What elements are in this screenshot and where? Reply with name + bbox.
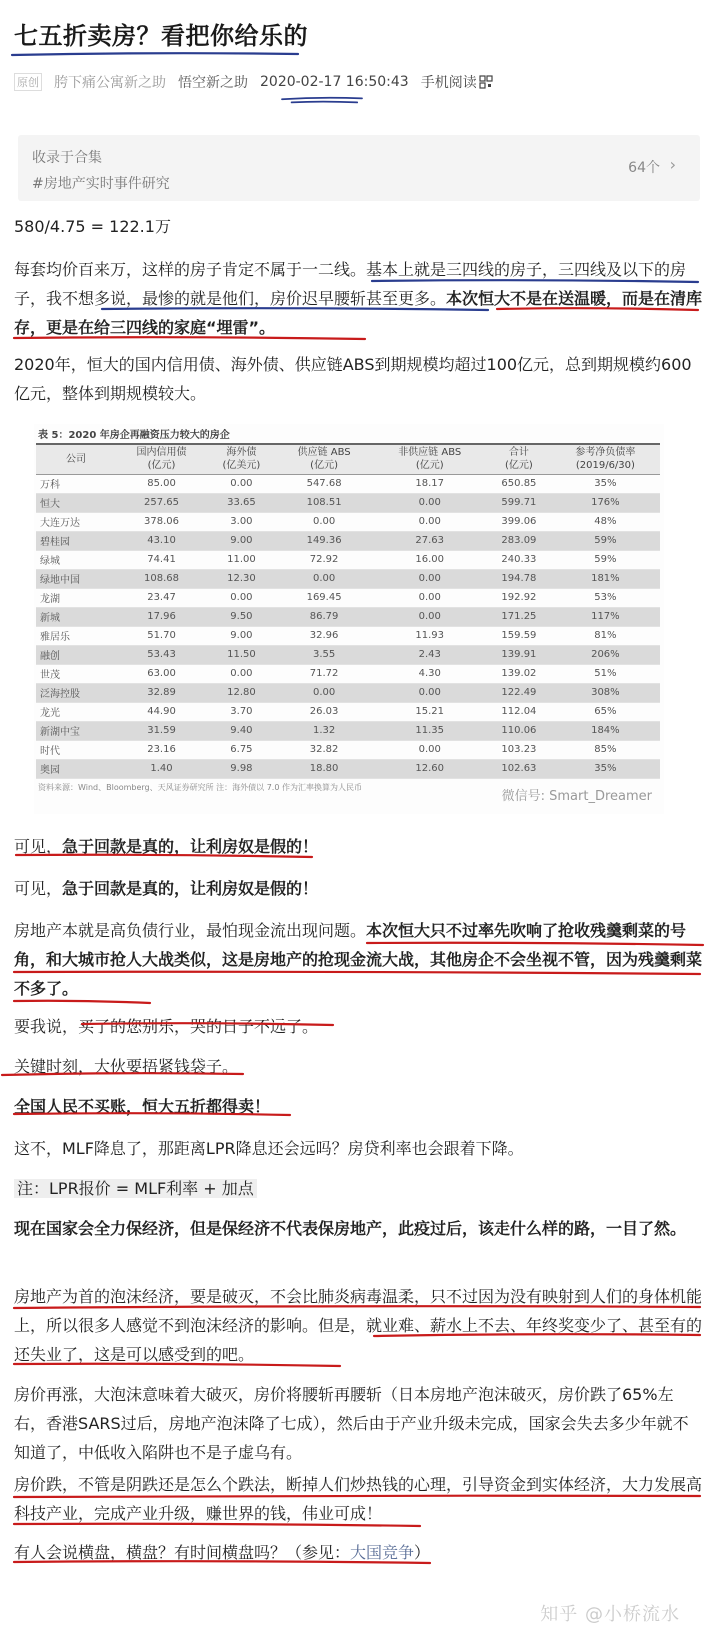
table-cell: 6.75 <box>207 740 276 759</box>
link-great-power-competition[interactable]: 大国竞争 <box>350 1543 415 1562</box>
table-cell: 23.16 <box>116 740 207 759</box>
table-cell: 117% <box>551 607 660 626</box>
table-cell: 547.68 <box>276 474 373 493</box>
table-header-cell: 国内信用债 (亿元) <box>116 444 207 474</box>
table-header-cell: 合计 (亿元) <box>487 444 551 474</box>
table-cell: 102.63 <box>487 759 551 778</box>
table-cell: 35% <box>551 474 660 493</box>
table-cell-company: 奥园 <box>36 759 116 778</box>
table-cell: 9.00 <box>207 626 276 645</box>
underline-price-fall-1 <box>12 1492 702 1500</box>
table-cell: 192.92 <box>487 588 551 607</box>
table-row <box>36 740 660 759</box>
table-cell: 59% <box>551 531 660 550</box>
table-cell: 283.09 <box>487 531 551 550</box>
table-cell-company: 雅居乐 <box>36 626 116 645</box>
table-cell: 53.43 <box>116 645 207 664</box>
table-cell: 12.80 <box>207 683 276 702</box>
table-cell: 23.47 <box>116 588 207 607</box>
table-cell: 0.00 <box>372 512 487 531</box>
paragraph-price-rise: 房价再涨，大泡沫意味着大破灭，房价将腰斩再腰斩（日本房地产泡沫破灭，房价跌了65%左右，香港SARS过后，房地产泡沫降了七成），然后由于产业升级未完成，国家会失去多少年就不知道了，中低收入陷阱也不是子虚乌有。 <box>14 1385 689 1462</box>
table-cell: 53% <box>551 588 660 607</box>
table-cell: 33.65 <box>207 493 276 512</box>
account-name[interactable]: 胯下痛公寓新之助 <box>54 75 166 91</box>
underline-bubble-2 <box>372 1331 702 1339</box>
table-cell: 9.40 <box>207 721 276 740</box>
paragraph-conclusion-2 <box>14 874 704 903</box>
table-cell-company: 融创 <box>36 645 116 664</box>
cashflow-bold: 本次恒大只不过率先吹响了抢收残羹剩菜的号角，和大城市抢人大战类似，这是房地产的抢现金流大战，其他房企不会坐视不管，因为残羹剩菜不多了。 <box>14 921 703 998</box>
mobile-read-link[interactable] <box>421 72 493 92</box>
collection-card[interactable] <box>18 135 700 201</box>
table-cell: 139.02 <box>487 664 551 683</box>
table-cell: 12.30 <box>207 569 276 588</box>
table-cell: 11.35 <box>372 721 487 740</box>
cashflow-text: 房地产本就是高负债行业，最怕现金流出现问题。 <box>14 921 367 940</box>
publish-date: 2020-02-17 16:50:43 <box>260 74 409 90</box>
table-row <box>36 569 660 588</box>
underline-cashflow-2 <box>12 968 702 976</box>
table-row <box>36 702 660 721</box>
table-cell: 65% <box>551 702 660 721</box>
table-header-row <box>36 444 660 474</box>
financing-table <box>36 443 660 779</box>
table-cell: 2.43 <box>372 645 487 664</box>
table-cell: 48% <box>551 512 660 531</box>
table-cell: 9.98 <box>207 759 276 778</box>
article-meta <box>14 72 493 92</box>
paragraph-wallet: 关键时刻，大伙要捂紧钱袋子。 <box>14 1057 239 1076</box>
table-cell: 103.23 <box>487 740 551 759</box>
table-cell: 171.25 <box>487 607 551 626</box>
table-cell: 0.00 <box>276 569 373 588</box>
table-cell: 59% <box>551 550 660 569</box>
table-cell: 85.00 <box>116 474 207 493</box>
table-cell: 108.51 <box>276 493 373 512</box>
table-cell-company: 绿地中国 <box>36 569 116 588</box>
underline-cashflow-1 <box>365 939 705 947</box>
table-cell: 169.45 <box>276 588 373 607</box>
table-cell: 71.72 <box>276 664 373 683</box>
paragraph-bubble: 房地产为首的泡沫经济，要是破灭，不会比肺炎病毒温柔，只不过因为没有映射到人们的身体机能上，所以很多人感觉不到泡沫经济的影响。但是，就业难、薪水上不去、年终奖变少了、甚至有的还失业了，这是可以感受到的吧。 <box>14 1287 703 1364</box>
paragraph-cashflow <box>14 916 704 1003</box>
table-cell: 110.06 <box>487 721 551 740</box>
table-cell: 0.00 <box>372 569 487 588</box>
note-text: 注：LPR报价 = MLF利率 + 加点 <box>14 1179 257 1198</box>
table-row <box>36 626 660 645</box>
paragraph-mlf: 这不，MLF降息了，那距离LPR降息还会远吗？房贷利率也会跟着下降。 <box>14 1139 524 1158</box>
table-cell: 63.00 <box>116 664 207 683</box>
table-row <box>36 588 660 607</box>
table-title: 表 5：2020 年房企再融资压力较大的房企 <box>38 430 230 441</box>
table-cell: 35% <box>551 759 660 778</box>
underline-cashflow-3 <box>12 997 152 1005</box>
underline-bubble-1 <box>12 1303 702 1311</box>
paragraph-intro-text: 每套均价百来万，这样的房子肯定不属于一二线。基本上就是三四线的房子，三四线及以下的房子，我不想多说，最惨的就是他们，房价迟早腰斩甚至更多。 <box>14 260 687 308</box>
table-cell: 72.92 <box>276 550 373 569</box>
table-cell: 18.17 <box>372 474 487 493</box>
table-row <box>36 645 660 664</box>
table-cell: 0.00 <box>372 683 487 702</box>
table-cell: 139.91 <box>487 645 551 664</box>
table-row <box>36 493 660 512</box>
table-cell: 378.06 <box>116 512 207 531</box>
table-cell: 11.93 <box>372 626 487 645</box>
paragraph-warning: 要我说，买了的您别乐，哭的日子不远了。 <box>14 1017 319 1036</box>
underline-price-fall-2 <box>12 1520 422 1528</box>
table-row <box>36 531 660 550</box>
table-cell: 16.00 <box>372 550 487 569</box>
table-cell: 0.00 <box>372 588 487 607</box>
table-cell-company: 新城 <box>36 607 116 626</box>
table-cell-company: 新湖中宝 <box>36 721 116 740</box>
paragraph-intro <box>14 255 704 342</box>
table-header-cell: 供应链 ABS (亿元) <box>276 444 373 474</box>
table-cell: 194.78 <box>487 569 551 588</box>
table-cell: 650.85 <box>487 474 551 493</box>
table-cell: 3.00 <box>207 512 276 531</box>
table-cell: 399.06 <box>487 512 551 531</box>
table-cell: 0.00 <box>372 493 487 512</box>
table-cell-company: 泛海控股 <box>36 683 116 702</box>
table-cell: 11.50 <box>207 645 276 664</box>
table-cell: 17.96 <box>116 607 207 626</box>
paragraph-debt: 2020年，恒大的国内信用债、海外债、供应链ABS到期规模均超过100亿元，总到期规模约600亿元，整体到期规模较大。 <box>14 355 692 403</box>
underline-intro-3 <box>495 305 700 313</box>
table-cell-company: 万科 <box>36 474 116 493</box>
page-watermark: 知乎 @小桥流水 <box>540 1604 680 1625</box>
table-cell: 112.04 <box>487 702 551 721</box>
paragraph-note <box>14 1174 704 1203</box>
table-cell: 3.70 <box>207 702 276 721</box>
table-cell: 3.55 <box>276 645 373 664</box>
financing-table-image <box>34 424 664 814</box>
table-cell-company: 时代 <box>36 740 116 759</box>
table-cell-company: 碧桂园 <box>36 531 116 550</box>
table-cell: 12.60 <box>372 759 487 778</box>
table-cell: 257.65 <box>116 493 207 512</box>
table-cell: 0.00 <box>372 607 487 626</box>
underline-wallet <box>0 1070 245 1078</box>
table-cell: 240.33 <box>487 550 551 569</box>
conclusion-2-bold: 急于回款是真的，让利房奴是假的！ <box>62 879 319 898</box>
table-cell-company: 龙湖 <box>36 588 116 607</box>
table-cell: 31.59 <box>116 721 207 740</box>
table-cell: 11.00 <box>207 550 276 569</box>
table-cell: 0.00 <box>207 474 276 493</box>
table-cell: 0.00 <box>207 588 276 607</box>
table-cell: 9.00 <box>207 531 276 550</box>
sideways-close: ） <box>414 1543 431 1562</box>
table-cell: 4.30 <box>372 664 487 683</box>
article-title: 七五折卖房？看把你给乐的 <box>14 22 308 50</box>
table-cell-company: 世茂 <box>36 664 116 683</box>
table-cell: 599.71 <box>487 493 551 512</box>
original-tag: 原创 <box>14 73 42 91</box>
underline-intro-4 <box>12 334 367 342</box>
paragraph-economy: 现在国家会全力保经济，但是保经济不代表保房地产，此疫过后，该走什么样的路，一目了然。 <box>14 1219 687 1238</box>
table-cell: 206% <box>551 645 660 664</box>
table-watermark: 微信号: Smart_Dreamer <box>501 789 652 804</box>
table-cell: 149.36 <box>276 531 373 550</box>
table-cell: 18.80 <box>276 759 373 778</box>
table-cell: 9.50 <box>207 607 276 626</box>
conclusion-1-prefix: 可见， <box>14 837 63 856</box>
date-underline <box>270 96 374 104</box>
table-row <box>36 512 660 531</box>
underline-intro-1 <box>370 277 700 285</box>
paragraph-intro-bold: 本次恒大不是在送温暖，而是在清库存，更是在给三四线的家庭“埋雷”。 <box>14 289 703 337</box>
underline-bubble-3 <box>12 1360 342 1368</box>
collection-count: 64个 <box>628 160 660 176</box>
table-row <box>36 550 660 569</box>
table-cell: 74.41 <box>116 550 207 569</box>
table-cell-company: 龙光 <box>36 702 116 721</box>
qrcode-icon <box>479 75 493 89</box>
strike-warning <box>80 1020 335 1028</box>
chevron-right-icon: › <box>669 155 676 174</box>
table-row <box>36 683 660 702</box>
table-cell: 27.63 <box>372 531 487 550</box>
paragraph-boycott: 全国人民不买账，恒大五折都得卖！ <box>14 1097 271 1116</box>
table-cell-company: 大连万达 <box>36 512 116 531</box>
table-row <box>36 759 660 778</box>
table-header-cell: 非供应链 ABS (亿元) <box>372 444 487 474</box>
underline-intro-2 <box>100 305 490 313</box>
table-cell: 0.00 <box>372 740 487 759</box>
table-cell: 159.59 <box>487 626 551 645</box>
table-body <box>36 474 660 778</box>
conclusion-1-bold: 急于回款是真的，让利房奴是假的！ <box>62 837 319 856</box>
table-cell: 44.90 <box>116 702 207 721</box>
table-cell: 86.79 <box>276 607 373 626</box>
table-cell: 32.82 <box>276 740 373 759</box>
table-cell-company: 恒大 <box>36 493 116 512</box>
table-cell: 0.00 <box>207 664 276 683</box>
table-cell: 81% <box>551 626 660 645</box>
table-header-cell: 参考净负债率 (2019/6/30) <box>551 444 660 474</box>
underline-boycott <box>12 1110 292 1118</box>
paragraph-price-fall: 房价跌，不管是阴跌还是怎么个跌法，断掉人们炒热钱的心理，引导资金到实体经济，大力发展高科技产业，完成产业升级，赚世界的钱，伟业可成！ <box>14 1475 703 1523</box>
table-cell: 26.03 <box>276 702 373 721</box>
title-underline <box>10 50 300 58</box>
sideways-text: 有人会说横盘，横盘？有时间横盘吗？（参见： <box>14 1543 351 1562</box>
table-row <box>36 664 660 683</box>
underline-conclusion-1 <box>14 851 314 859</box>
table-cell-company: 绿城 <box>36 550 116 569</box>
table-cell: 51.70 <box>116 626 207 645</box>
table-header-cell: 海外债 (亿美元) <box>207 444 276 474</box>
table-cell: 108.68 <box>116 569 207 588</box>
conclusion-2-prefix: 可见， <box>14 879 63 898</box>
underline-sideways <box>12 1558 432 1566</box>
table-source: 资料来源：Wind、Bloomberg、天风证券研究所 注：海外债以 7.0 作为汇率换算为人民币 <box>38 782 362 792</box>
paragraph-formula: 580/4.75 = 122.1万 <box>14 217 171 236</box>
table-cell: 181% <box>551 569 660 588</box>
table-row <box>36 721 660 740</box>
mobile-read-label: 手机阅读 <box>420 75 477 91</box>
table-cell: 176% <box>551 493 660 512</box>
table-cell: 32.89 <box>116 683 207 702</box>
table-header-cell: 公司 <box>36 444 116 474</box>
table-cell: 0.00 <box>276 512 373 531</box>
table-cell: 122.49 <box>487 683 551 702</box>
table-cell: 15.21 <box>372 702 487 721</box>
table-cell: 1.40 <box>116 759 207 778</box>
table-cell: 308% <box>551 683 660 702</box>
table-cell: 51% <box>551 664 660 683</box>
table-cell: 43.10 <box>116 531 207 550</box>
table-cell: 0.00 <box>276 683 373 702</box>
author-name[interactable]: 悟空新之助 <box>178 75 248 91</box>
table-cell: 1.32 <box>276 721 373 740</box>
table-cell: 32.96 <box>276 626 373 645</box>
collection-name: #房地产实时事件研究 <box>32 176 170 192</box>
table-row <box>36 607 660 626</box>
collection-label: 收录于合集 <box>32 150 102 166</box>
table-cell: 184% <box>551 721 660 740</box>
table-cell: 85% <box>551 740 660 759</box>
table-row <box>36 474 660 493</box>
